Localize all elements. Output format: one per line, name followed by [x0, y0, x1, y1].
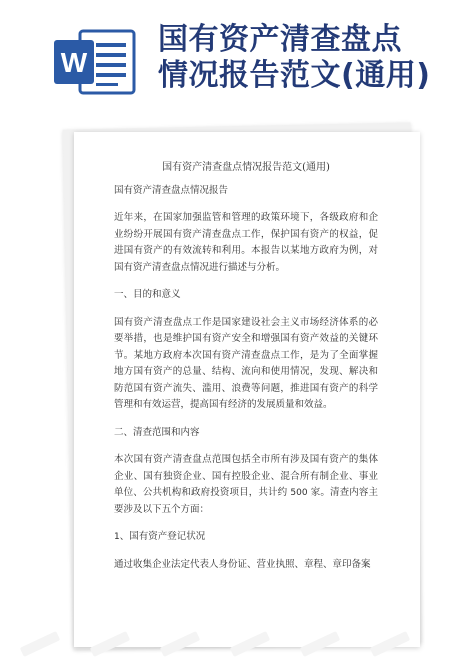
scope-text-b: 家。清查内容主要涉及以下五个方面：	[114, 487, 378, 515]
word-document-icon	[52, 27, 138, 97]
paragraph-intro: 近年来，在国家加强监管和管理的政策环境下，各级政府和企业纷纷开展国有资产清查盘点工作，保护国有资产的权益，促进国有资产的有效流转和利用。本报告以某地方政府为例，对国有资产清查盘点情况进行描述与分析。	[114, 212, 378, 273]
document-page	[74, 132, 420, 647]
word-icon-letter: W	[60, 47, 88, 78]
watermark-mark	[370, 631, 410, 657]
scope-text-a: 本次国有资产清查盘点范围包括全市所有涉及国有资产的集体企业、国有独资企业、国有控股企业、混合所有制企业、事业单位、公共机构和政府投资项目，共计约	[114, 454, 378, 498]
paragraph-scope	[114, 452, 378, 518]
paragraph-registration: 通过收集企业法定代表人身份证、营业执照、章程、章印备案	[114, 558, 371, 570]
document-subtitle: 国有资产清查盘点情况报告	[114, 184, 229, 196]
header-banner	[0, 0, 474, 110]
watermark-mark	[160, 631, 200, 657]
watermark-mark	[90, 631, 130, 657]
heading-registration-text: 、国有资产登记状况	[119, 531, 206, 542]
document-body	[114, 160, 378, 584]
paragraph-purpose: 国有资产清查盘点工作是国家建设社会主义市场经济体系的必要举措，也是维护国有资产安全和增强国有资产效益的关键环节。某地方政府本次国有资产清查盘点工作，是为了全面掌握地方国有资产的总量、结构、流向和使用情况，发现、解决和防范国有资产流失、滥用、浪费等问题，推进国有资产的科学管理和有效运营，提高国有经济的发展质量和效益。	[114, 316, 378, 410]
scope-count: 500	[290, 488, 308, 498]
heading-purpose: 一、目的和意义	[114, 289, 181, 300]
watermark-strip	[0, 635, 474, 655]
title-line-2: 情况报告范文(通用)	[158, 58, 431, 93]
watermark-mark	[230, 631, 270, 657]
watermark-mark	[20, 631, 60, 657]
heading-registration	[114, 529, 378, 546]
heading-registration-number: 1	[114, 532, 120, 542]
title-line-1: 国有资产清查盘点	[158, 22, 402, 57]
page-title	[158, 22, 468, 94]
watermark-mark	[300, 631, 340, 657]
heading-scope: 二、清查范围和内容	[114, 426, 200, 438]
document-title: 国有资产清查盘点情况报告范文(通用)	[162, 162, 330, 173]
